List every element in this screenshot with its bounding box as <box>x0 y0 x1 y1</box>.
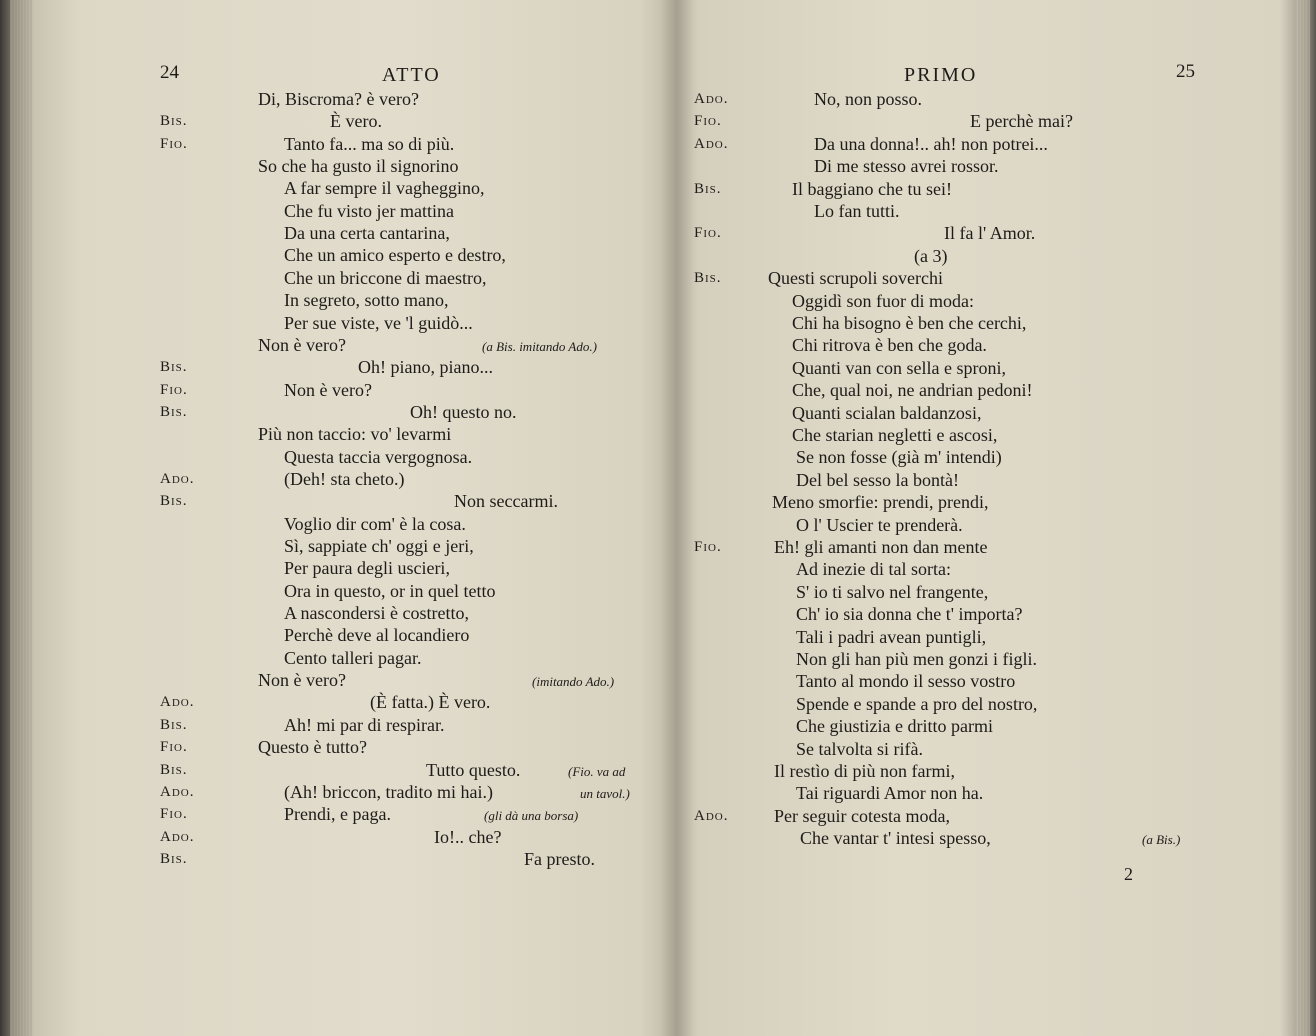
verse-line: Questo è tutto? <box>258 737 367 757</box>
verse-line: (Deh! sta cheto.) <box>284 469 405 489</box>
stage-direction: (a Bis. imitando Ado.) <box>482 339 597 354</box>
verse-line: Chi ritrova è ben che goda. <box>792 335 987 355</box>
speaker-label: Ado. <box>694 91 729 107</box>
speaker-label: Ado. <box>160 784 195 800</box>
verse-line: Fa presto. <box>524 849 595 869</box>
verse-line: E perchè mai? <box>970 111 1073 131</box>
right-running-head: PRIMO <box>904 64 978 86</box>
verse-line: Quanti van con sella e sproni, <box>792 358 1006 378</box>
signature-mark: 2 <box>1124 864 1133 884</box>
speaker-label: Fio. <box>160 739 188 755</box>
verse-line: A far sempre il vagheggino, <box>284 178 485 198</box>
verse-line: In segreto, sotto mano, <box>284 290 449 310</box>
verse-line: Tanto al mondo il sesso vostro <box>796 671 1016 691</box>
verse-line: Per paura degli uscieri, <box>284 558 450 578</box>
verse-line: Se talvolta si rifà. <box>796 739 923 759</box>
speaker-label: Ado. <box>694 136 729 152</box>
verse-line: Tali i padri avean puntigli, <box>796 627 987 647</box>
verse-line: Sì, sappiate ch' oggi e jeri, <box>284 536 474 556</box>
verse-line: Non è vero? <box>258 335 346 355</box>
verse-line: Non è vero? <box>258 670 346 690</box>
verse-line: Che starian negletti e ascosi, <box>792 425 998 445</box>
speaker-label: Fio. <box>694 225 722 241</box>
speaker-label: Bis. <box>160 717 188 733</box>
verse-line: Da una donna!.. ah! non potrei... <box>814 134 1048 154</box>
verse-line: Meno smorfie: prendi, prendi, <box>772 492 989 512</box>
verse-line: Di, Biscroma? è vero? <box>258 89 419 109</box>
speaker-label: Bis. <box>694 270 722 286</box>
verse-line: Il fa l' Amor. <box>944 223 1036 243</box>
verse-line: Questa taccia vergognosa. <box>284 447 473 467</box>
speaker-label: Ado. <box>694 808 729 824</box>
speaker-label: Bis. <box>160 493 188 509</box>
verse-line: Di me stesso avrei rossor. <box>814 156 999 176</box>
stage-direction: (Fio. va ad <box>568 764 626 779</box>
verse-line: Cento talleri pagar. <box>284 648 422 668</box>
verse-line: Non gli han più men gonzi i figli. <box>796 649 1037 669</box>
verse-line: Oh! piano, piano... <box>358 357 493 377</box>
verse-line: Tutto questo. <box>426 760 521 780</box>
speaker-label: Bis. <box>694 181 722 197</box>
verse-line: Che un amico esperto e destro, <box>284 245 506 265</box>
speaker-label: Bis. <box>160 851 188 867</box>
verse-line: O l' Uscier te prenderà. <box>796 515 963 535</box>
speaker-label: Fio. <box>694 113 722 129</box>
verse-line: Più non taccio: vo' levarmi <box>258 424 452 444</box>
verse-line: È vero. <box>330 111 382 131</box>
verse-line: Quanti scialan baldanzosi, <box>792 403 982 423</box>
speaker-label: Fio. <box>160 806 188 822</box>
verse-line: Da una certa cantarina, <box>284 223 450 243</box>
left-page-edges <box>10 0 32 1036</box>
stage-direction: un tavol.) <box>580 786 630 801</box>
left-running-head: ATTO <box>382 64 441 86</box>
verse-line: Prendi, e paga. <box>284 804 391 824</box>
verse-line: Il baggiano che tu sei! <box>792 179 952 199</box>
verse-line: Eh! gli amanti non dan mente <box>774 537 988 557</box>
verse-line: Il restìo di più non farmi, <box>774 761 955 781</box>
verse-line: Per seguir cotesta moda, <box>774 806 950 826</box>
verse-line: (Ah! briccon, tradito mi hai.) <box>284 782 493 802</box>
speaker-label: Ado. <box>160 694 195 710</box>
verse-line: Tanto fa... ma so di più. <box>284 134 455 154</box>
verse-line: Che, qual noi, ne andrian pedoni! <box>792 380 1033 400</box>
verse-line: Ora in questo, or in quel tetto <box>284 581 496 601</box>
verse-line: A nascondersi è costretto, <box>284 603 469 623</box>
verse-line: Lo fan tutti. <box>814 201 900 221</box>
stage-direction: (gli dà una borsa) <box>484 808 579 823</box>
verse-line: Non seccarmi. <box>454 491 558 511</box>
speaker-label: Bis. <box>160 359 188 375</box>
verse-line: Ad inezie di tal sorta: <box>796 559 951 579</box>
verse-line: Che vantar t' intesi spesso, <box>800 828 991 848</box>
left-page-number: 24 <box>160 62 179 83</box>
verse-line: Se non fosse (già m' intendi) <box>796 447 1002 467</box>
speaker-label: Ado. <box>160 829 195 845</box>
speaker-label: Fio. <box>160 382 188 398</box>
verse-line: Che fu visto jer mattina <box>284 201 454 221</box>
verse-line: Tai riguardi Amor non ha. <box>796 783 984 803</box>
verse-line: Del bel sesso la bontà! <box>796 470 959 490</box>
book-gutter <box>660 0 694 1036</box>
verse-line: (a 3) <box>914 246 948 266</box>
speaker-label: Bis. <box>160 762 188 778</box>
speaker-label: Fio. <box>160 136 188 152</box>
right-page-number: 25 <box>1176 61 1195 82</box>
verse-line: Oh! questo no. <box>410 402 517 422</box>
verse-line: Voglio dir com' è la cosa. <box>284 514 466 534</box>
speaker-label: Bis. <box>160 404 188 420</box>
verse-line: Che un briccone di maestro, <box>284 268 487 288</box>
verse-line: Questi scrupoli soverchi <box>768 268 943 288</box>
speaker-label: Fio. <box>694 539 722 555</box>
speaker-label: Bis. <box>160 113 188 129</box>
verse-line: Ch' io sia donna che t' importa? <box>796 604 1023 624</box>
verse-line: S' io ti salvo nel frangente, <box>796 582 989 602</box>
verse-line: Oggidì son fuor di moda: <box>792 291 974 311</box>
verse-line: (È fatta.) È vero. <box>370 692 491 712</box>
stage-direction: (imitando Ado.) <box>532 674 615 689</box>
verse-line: So che ha gusto il signorino <box>258 156 459 176</box>
verse-line: Non è vero? <box>284 380 372 400</box>
verse-line: No, non posso. <box>814 89 923 109</box>
verse-line: Che giustizia e dritto parmi <box>796 716 993 736</box>
verse-line: Chi ha bisogno è ben che cerchi, <box>792 313 1027 333</box>
verse-line: Spende e spande a pro del nostro, <box>796 694 1038 714</box>
speaker-label: Ado. <box>160 471 195 487</box>
verse-line: Perchè deve al locandiero <box>284 625 470 645</box>
verse-line: Per sue viste, ve 'l guidò... <box>284 313 473 333</box>
right-page-edges <box>1296 0 1310 1036</box>
verse-line: Io!.. che? <box>434 827 502 847</box>
stage-direction: (a Bis.) <box>1142 832 1181 847</box>
verse-line: Ah! mi par di respirar. <box>284 715 445 735</box>
